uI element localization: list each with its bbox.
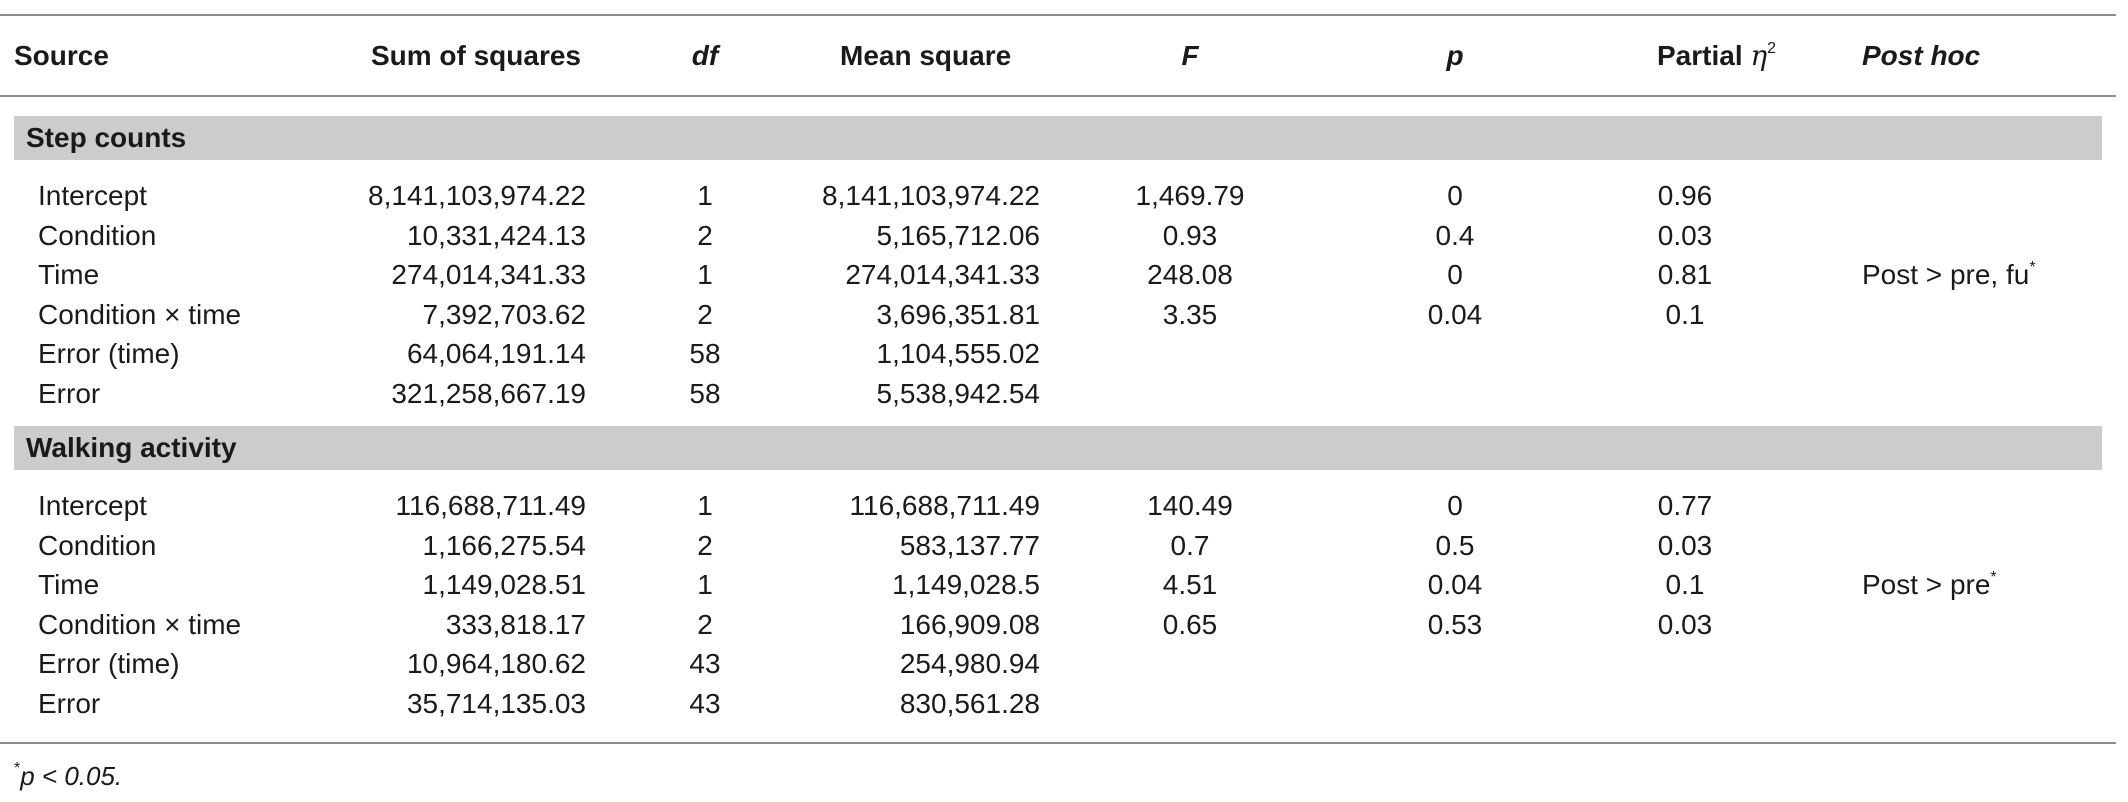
- table-top-rule: [0, 14, 2116, 16]
- cell-partial-eta: 0.77: [1657, 490, 1713, 521]
- cell-partial-eta: 0.03: [1657, 219, 1713, 251]
- cell-p: 0: [1447, 180, 1463, 211]
- cell-f: 248.08: [1147, 259, 1233, 291]
- cell-df: 2: [697, 608, 713, 640]
- post-hoc-text: Post > pre: [1862, 569, 1991, 601]
- cell-mean-square: 116,688,711.49: [849, 490, 1040, 521]
- cell-df: 43: [689, 688, 721, 719]
- cell-sum-of-squares: 321,258,667.19: [391, 378, 586, 409]
- table-row: [0, 334, 2128, 374]
- cell-source: Error (time): [38, 648, 180, 680]
- header-partial-eta-prefix: Partial: [1657, 40, 1751, 71]
- cell-partial-eta: 0.03: [1657, 529, 1713, 561]
- cell-mean-square: 1,104,555.02: [876, 338, 1040, 370]
- cell-p: 0.04: [1427, 569, 1483, 601]
- cell-mean-square: 5,165,712.06: [876, 219, 1040, 251]
- table-row: [0, 526, 2128, 566]
- table-row: [0, 605, 2128, 645]
- cell-mean-square: 166,909.08: [899, 608, 1040, 640]
- header-eta-sup: 2: [1767, 40, 1777, 57]
- cell-partial-eta: 0.81: [1657, 259, 1713, 291]
- table-bottom-rule: [0, 742, 2116, 744]
- cell-source: Error: [38, 378, 101, 409]
- cell-partial-eta: 0.96: [1657, 180, 1713, 211]
- header-bottom-rule: [0, 95, 2116, 97]
- cell-sum-of-squares: 333,818.17: [445, 608, 586, 640]
- cell-sum-of-squares: 8,141,103,974.22: [368, 180, 586, 211]
- cell-source: Condition: [38, 219, 157, 251]
- cell-df: 58: [689, 378, 721, 409]
- cell-sum-of-squares: 1,166,275.54: [422, 529, 586, 561]
- cell-sum-of-squares: 274,014,341.33: [391, 259, 586, 291]
- header-mean-square: Mean square: [840, 40, 1012, 71]
- cell-sum-of-squares: 10,964,180.62: [406, 648, 586, 680]
- cell-post-hoc: [1862, 565, 1997, 605]
- header-df: df: [691, 40, 719, 71]
- header-p: p: [1446, 40, 1464, 71]
- section-band-walking-activity: [14, 426, 2102, 470]
- cell-p: 0.5: [1435, 529, 1475, 561]
- cell-source: Error: [38, 688, 101, 719]
- cell-sum-of-squares: 1,149,028.51: [422, 569, 586, 601]
- table-row: [0, 374, 2128, 414]
- cell-sum-of-squares: 7,392,703.62: [422, 298, 586, 330]
- header-sum-of-squares: Sum of squares: [370, 40, 581, 71]
- cell-p: 0.04: [1427, 298, 1483, 330]
- post-hoc-text: Post > pre, fu: [1862, 259, 2030, 291]
- cell-f: 140.49: [1147, 490, 1233, 521]
- cell-f: 0.7: [1170, 529, 1210, 561]
- cell-source: Intercept: [38, 490, 147, 521]
- cell-mean-square: 254,980.94: [899, 648, 1040, 680]
- cell-source: Time: [38, 569, 100, 601]
- cell-source: Time: [38, 259, 100, 291]
- section-title: Step counts: [26, 122, 187, 153]
- cell-mean-square: 1,149,028.5: [892, 569, 1040, 601]
- cell-partial-eta: 0.1: [1665, 298, 1705, 330]
- cell-df: 1: [697, 180, 713, 211]
- cell-df: 43: [689, 648, 721, 680]
- cell-sum-of-squares: 10,331,424.13: [406, 219, 586, 251]
- header-eta-symbol: η: [1750, 39, 1768, 72]
- cell-mean-square: 583,137.77: [899, 529, 1040, 561]
- cell-f: 4.51: [1162, 569, 1218, 601]
- cell-f: 3.35: [1162, 298, 1218, 330]
- cell-df: 1: [697, 569, 713, 601]
- header-source: Source: [14, 40, 109, 71]
- footnote-text: p < 0.05.: [20, 761, 123, 791]
- cell-source: Condition × time: [38, 608, 242, 640]
- cell-f: 0.93: [1162, 219, 1218, 251]
- footnote: [14, 758, 122, 794]
- cell-df: 2: [697, 529, 713, 561]
- cell-f: 1,469.79: [1135, 180, 1245, 211]
- cell-sum-of-squares: 64,064,191.14: [406, 338, 586, 370]
- table-row: [0, 644, 2128, 684]
- section-band-step-counts: [14, 116, 2102, 160]
- header-post-hoc: Post hoc: [1862, 40, 1981, 71]
- table-row: [0, 216, 2128, 256]
- cell-mean-square: 5,538,942.54: [876, 378, 1040, 409]
- cell-df: 2: [697, 298, 713, 330]
- post-hoc-marker: *: [1990, 569, 1997, 587]
- cell-partial-eta: 0.03: [1657, 608, 1713, 640]
- cell-post-hoc: [1862, 255, 2036, 295]
- post-hoc-marker: *: [2029, 259, 2036, 277]
- table-row: [0, 295, 2128, 335]
- cell-mean-square: 3,696,351.81: [876, 298, 1040, 330]
- cell-source: Intercept: [38, 180, 147, 211]
- header-partial-eta: [1657, 36, 1776, 76]
- footnote-marker: *: [14, 760, 21, 777]
- cell-sum-of-squares: 35,714,135.03: [406, 688, 586, 719]
- cell-sum-of-squares: 116,688,711.49: [395, 490, 586, 521]
- table-row: [0, 255, 2128, 295]
- cell-partial-eta: 0.1: [1665, 569, 1705, 601]
- table-row: [0, 486, 2128, 526]
- cell-df: 1: [697, 259, 713, 291]
- cell-source: Condition: [38, 529, 157, 561]
- cell-mean-square: 8,141,103,974.22: [822, 180, 1040, 211]
- cell-df: 1: [697, 490, 713, 521]
- table-row: [0, 565, 2128, 605]
- cell-f: 0.65: [1162, 608, 1218, 640]
- cell-source: Error (time): [38, 338, 180, 370]
- header-f: F: [1181, 40, 1199, 71]
- cell-p: 0: [1447, 490, 1463, 521]
- cell-p: 0.53: [1427, 608, 1483, 640]
- table-row: [0, 176, 2128, 216]
- cell-mean-square: 830,561.28: [899, 688, 1040, 719]
- cell-df: 2: [697, 219, 713, 251]
- cell-mean-square: 274,014,341.33: [845, 259, 1040, 291]
- cell-df: 58: [689, 338, 721, 370]
- table-row: [0, 684, 2128, 724]
- cell-p: 0: [1447, 259, 1463, 291]
- cell-p: 0.4: [1435, 219, 1475, 251]
- cell-source: Condition × time: [38, 298, 242, 330]
- section-title: Walking activity: [26, 432, 237, 463]
